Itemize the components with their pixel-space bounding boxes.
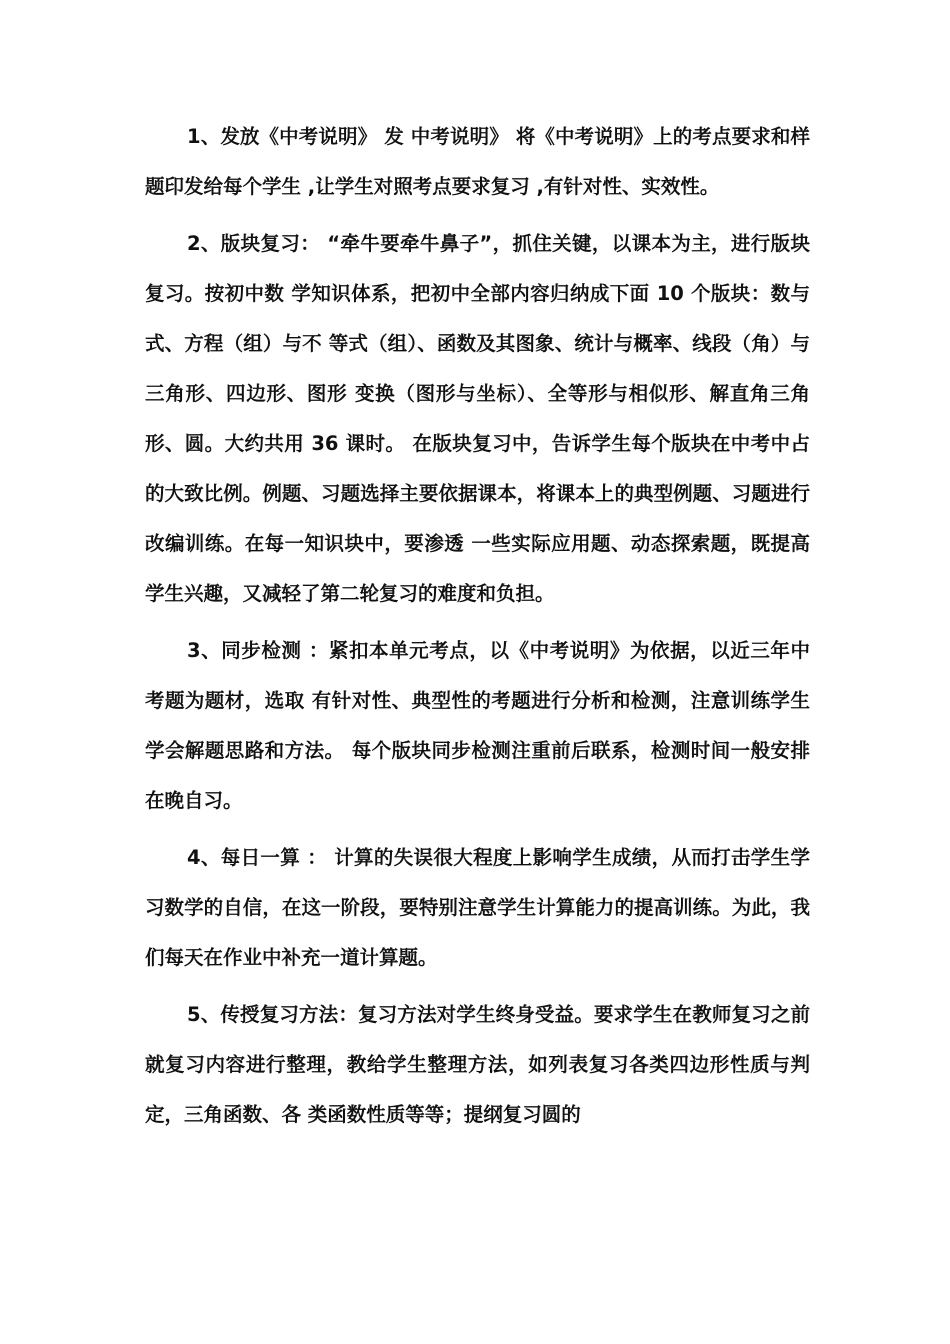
paragraph-3: 3、同步检测 ：紧扣本单元考点，以《中考说明》为依据，以近三年中考题为题材，选取 有针对性、典型性的考题进行分析和检测，注意训练学生学会解题思路和方法。 每个版块同步检测注重前后联系，检测时间一般安排在晚自习。 (145, 639, 810, 812)
paragraph-4: 4、每日一算 ： 计算的失误很大程度上影响学生成绩，从而打击学生学习数学的自信，在这一阶段，要特别注意学生计算能力的提高训练。为此，我们每天在作业中补充一道计算题。 (145, 846, 810, 969)
paragraph-1: 1、发放《中考说明》 发 中考说明》 将《中考说明》上的考点要求和样题印发给每个学生 ,让学生对照考点要求复习 ,有针对性、实效性。 (145, 125, 810, 198)
paragraph-5: 5、传授复习方法：复习方法对学生终身受益。要求学生在教师复习之前就复习内容进行整理，教给学生整理方法，如列表复习各类四边形性质与判定，三角函数、各 类函数性质等等；提纲复习圆的 (145, 1003, 810, 1126)
paragraph-2: 2、版块复习： “牵牛要牵牛鼻子”，抓住关键，以课本为主，进行版块复习。按初中数 学知识体系，把初中全部内容归纳成下面 10 个版块：数与式、方程（组）与不 等式（组）、函数及其图象、统计与概率、线段（角）与三角形、四边形、图形 变换（图形与坐标）、全等形与相似形、解直角三角形、圆。大约共用 36 课时。 在版块复习中，告诉学生每个版块在中考中占的大致比例。例题、习题选择主要依据课本，将课本上的典型例题、习题进行改编训练。在每一知识块中，要渗透 一些实际应用题、动态探索题，既提高学生兴趣，又减轻了第二轮复习的难度和负担。 (145, 232, 810, 605)
document-body (145, 112, 810, 1147)
